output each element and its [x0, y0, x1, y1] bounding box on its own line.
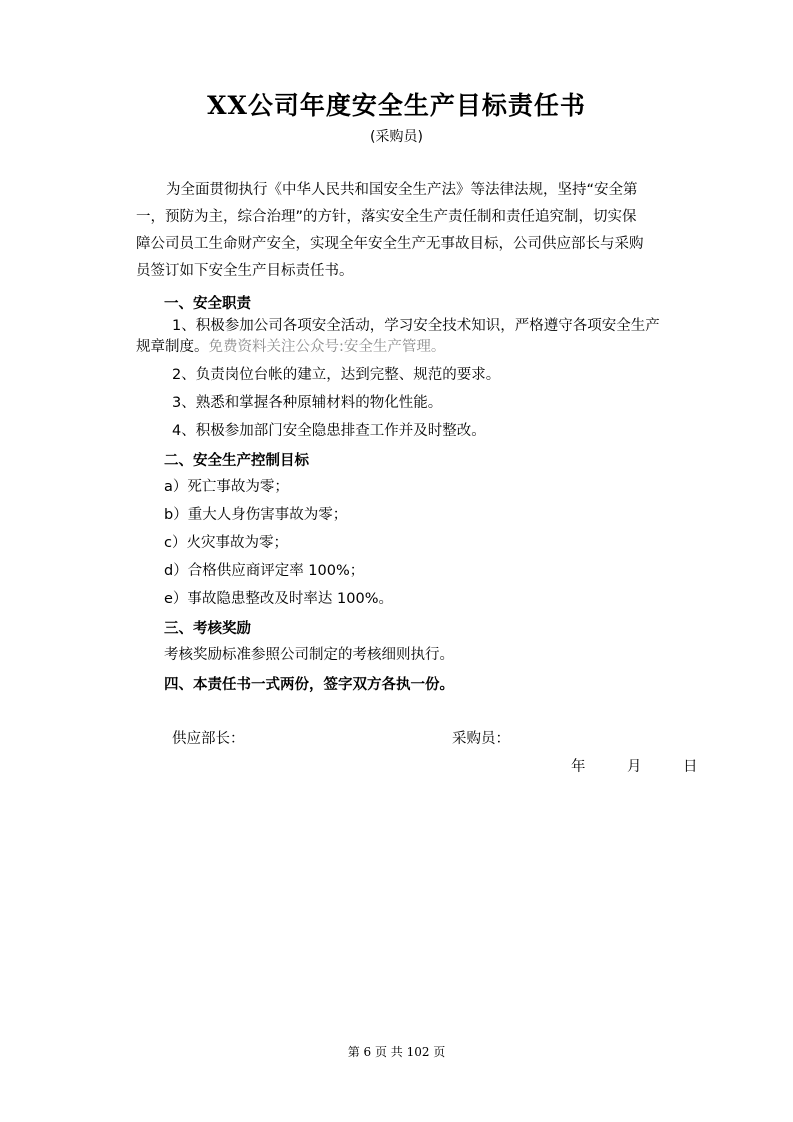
document-title: XX公司年度安全生产目标责任书 [207, 91, 586, 120]
section-2-heading: 二、安全生产控制目标 [164, 453, 309, 469]
duty-item-3: 3、熟悉和掌握各种原辅材料的物化性能。 [172, 395, 443, 411]
purchaser-signature-label: 采购员： [452, 731, 510, 747]
target-item-c: c）火灾事故为零； [164, 535, 288, 551]
date-day-label: 日 [683, 759, 698, 775]
target-item-d: d）合格供应商评定率 100%； [164, 563, 365, 579]
section-3-heading: 三、考核奖励 [164, 621, 251, 637]
supply-head-signature-label: 供应部长： [172, 731, 245, 747]
intro-line-1: 为全面贯彻执行《中华人民共和国安全生产法》等法律法规，坚持“安全第 [166, 182, 638, 198]
intro-line-2: 一，预防为主，综合治理”的方针，落实安全生产责任制和责任追究制，切实保 [136, 209, 637, 225]
section-3-text: 考核奖励标准参照公司制定的考核细则执行。 [164, 647, 454, 663]
duty-item-1-line-2 [136, 337, 445, 357]
target-item-b: b）重大人身伤害事故为零； [164, 507, 348, 523]
page-footer: 第 6 页 共 102 页 [347, 1045, 446, 1059]
section-1-heading: 一、安全职责 [164, 296, 251, 312]
section-4-heading: 四、本责任书一式两份，签字双方各执一份。 [164, 677, 454, 693]
document-subtitle: (采购员) [370, 129, 423, 145]
duty-item-2: 2、负责岗位台帐的建立，达到完整、规范的要求。 [172, 367, 501, 383]
date-month-label: 月 [627, 759, 642, 775]
watermark-text: 免费资料关注公众号:安全生产管理。 [208, 339, 446, 355]
duty-item-1-line-1: 1、积极参加公司各项安全活动，学习安全技术知识，严格遵守各项安全生产 [172, 318, 660, 334]
duty-item-4: 4、积极参加部门安全隐患排查工作并及时整改。 [172, 423, 486, 439]
target-item-a: a）死亡事故为零； [164, 479, 289, 495]
duty-item-1-text: 规章制度。 [136, 339, 209, 355]
intro-line-4: 员签订如下安全生产目标责任书。 [136, 263, 354, 279]
date-year-label: 年 [571, 759, 586, 775]
target-item-e: e）事故隐患整改及时率达 100%。 [164, 591, 393, 607]
intro-line-3: 障公司员工生命财产安全，实现全年安全生产无事故目标，公司供应部长与采购 [136, 236, 644, 252]
